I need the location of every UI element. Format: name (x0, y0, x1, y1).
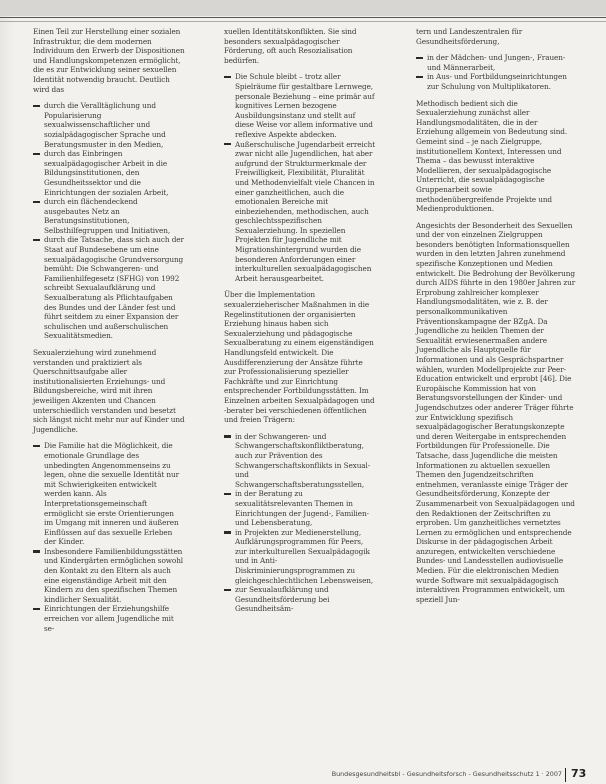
list-item (33, 235, 185, 341)
bullet-marker (416, 76, 423, 78)
list-item-text: Die Familie hat die Möglichkeit, die emotionale Grundlage des unbedingten Angenommenseins zu legen, ohne die sexuelle Identität nur mit Schwierigkeiten entwickelt werden kann. Als Interpretationsgemeinschaft ermöglicht sie erste Orientierungen im Umgang mit inneren und äußeren Einflüssen auf das sexuelle Erleben der Kinder. (44, 441, 180, 547)
text-column-2 (224, 27, 376, 621)
list-item (33, 197, 185, 235)
list-item-text: in der Schwangeren- und Schwangerschaftskonfliktberatung, auch zur Prävention des Schwangerschaftskonflikts in Sexual- und Schwangerschaftsberatungsstellen, (235, 431, 371, 489)
paragraph: Über die Implementation sexualerzieherischer Maßnahmen in die Regelinstitutionen der organisierten Erziehung hinaus haben sich Sexualerziehung und pädagogische Sexualberatung zu einem eigenständigen Handlungsfeld entwickelt. Die Ausdifferenzierung der Ansätze führte zur Professionalisierung spezieller Fachkräfte und zur Einrichtung entsprechender Fortbildungsstätten. Im Einzelnen arbeiten Sexualpädagogen und -berater bei verschiedenen öffentlichen und freien Trägern: (224, 290, 375, 425)
bullet-marker (33, 550, 40, 552)
page-number: 73 (571, 767, 587, 780)
page-footer (0, 768, 606, 782)
list-item (33, 101, 185, 149)
bullet-marker (224, 76, 231, 78)
list-item (33, 604, 185, 633)
paragraph: Einen Teil zur Herstellung einer sozialen Infrastruktur, die dem modernen Individuum den Erwerb der Dispositionen und Handlungskompetenzen ermöglicht, die es zur Entwicklung seiner sexuellen Identität notwendig braucht. Deutlich wird das (33, 27, 185, 94)
list-item-text: durch das Einbringen sexualpädagogischer Arbeit in die Bildungsinstitutionen, den Gesundheitssektor und die Einrichtungen der sozialen Arbeit, (44, 149, 169, 197)
list-item (33, 547, 185, 605)
list-item (33, 149, 185, 197)
header-rule-secondary (0, 21, 606, 22)
bullet-marker (33, 153, 40, 155)
bullet-list (224, 72, 376, 283)
list-item-text: Die Schule bleibt – trotz aller Spielräume für gestaltbare Lernwege, personale Beziehung – eine primär auf kognitives Lernen bezogene Ausbildungsinstanz und stellt auf diese Weise vor allem informative und reflexive Aspekte abdecken. (235, 72, 375, 139)
bullet-marker (33, 608, 40, 610)
list-item-text: zur Sexualaufklärung und Gesundheitsförderung bei Gesundheitsäm- (235, 585, 330, 614)
list-item-text: durch die Tatsache, dass sich auch der Staat auf Bundesebene um eine sexualpädagogische Grundversorgung bemüht: Die Schwangeren- und Familienhilfegesetz (SFHG) von 1992 schreibt Sexualaufklärung und Sexualberatung als Pflichtaufgaben des Bundes und der Länder fest und führt seitdem zu einer Expansion der schulischen und außerschulischen Sexualitätsmedien. (44, 235, 184, 341)
list-item-text: in Projekten zur Medienerstellung, Aufklärungsprogrammen für Peers, zur interkulturellen Sexualpädagogik und in Anti-Diskriminierungsprogrammen zu gleichgeschlechtlichen Lebensweisen, (235, 527, 374, 585)
bullet-list (224, 432, 376, 614)
list-item (416, 53, 576, 72)
list-item-text: Einrichtungen der Erziehungshilfe erreichen vor allem Jugendliche mit se- (44, 604, 174, 633)
paragraph: Angesichts der Besonderheit des Sexuellen und der von einzelnen Zielgruppen besonders benötigten Informationsquellen wurden in den letzten Jahren zunehmend spezifische Konzeptionen und Medien entwickelt. Die Bedrohung der Bevölkerung durch AIDS führte in den 1980er Jahren zur Erprobung zahlreicher komplexer Handlungsmodalitäten, wie z. B. der personalkommunikativen Präventionskampagne der BZgA. Da Jugendliche zu heiklen Themen der Sexualität erwiesenermaßen andere Jugendliche als Hauptquelle für Informationen und als Gesprächspartner wählen, wurden Modellprojekte zur Peer-Education entwickelt und erprobt [46]. Die Europäische Kommission hat von Beratungsvorstellungen der Kinder- und Jugendschutzes oder anderer Träger führte zur Entwicklung spezifisch sexualpädagogischer Beratungskonzepte und deren Weitergabe in entsprechenden Fortbildungen für Professionelle. Die Tatsache, dass Jugendliche die meisten Informationen zu aktuellen sexuellen Themen den Jugendzeitschriften entnehmen, veranlasste einige Träger der Gesundheitsförderung, Konzepte der Zusammenarbeit von Sexualpädagogen und den Redaktionen der Zeitschriften zu erproben. Um ganzheitliches vernetztes Lernen zu ermöglichen und entsprechende Diskurse in der pädagogischen Arbeit anzuregen, entwickelten verschiedene Bundes- und Landesstellen audiovisuelle Medien. Für die elektronischen Medien wurde Software mit sexualpädagogisch interaktiven Programmen entwickelt, um speziell Jun- (416, 220, 576, 604)
list-item (224, 432, 376, 490)
list-item (224, 489, 376, 527)
header-rule (0, 17, 606, 18)
list-item (224, 140, 376, 284)
list-item-text: in Aus- und Fortbildungseinrichtungen zur Schulung von Multiplikatoren. (427, 72, 567, 91)
bullet-marker (224, 531, 231, 533)
paragraph: xuellen Identitätskonflikten. Sie sind besonders sexualpädagogischer Förderung, oft auch Resozialisation bedürfen. (224, 27, 357, 65)
list-item-text: in der Mädchen- und Jungen-, Frauen- und Männerarbeit, (427, 53, 566, 72)
bullet-marker (224, 589, 231, 591)
bullet-marker (33, 201, 40, 203)
bullet-marker (224, 143, 231, 145)
footer-divider (565, 768, 566, 782)
list-item (33, 441, 185, 547)
list-item-text: durch die Veralltäglichung und Popularisierung sexualwissenschaftlicher und sozialpädagogischer Sprache und Beratungsmuster in den Medien, (44, 101, 166, 149)
paragraph: tern und Landeszentralen für Gesundheitsförderung, (416, 27, 523, 46)
paragraph: Methodisch bedient sich die Sexualerziehung zunächst aller Handlungsmodalitäten, die in der Erziehung allgemein von Bedeutung sind. Gemeint sind – je nach Zielgruppe, institutionellem Kontext, Interessen und Thema – das bewusst interaktive Modellieren, der sexualpädagogische Unterricht, die sexualpädagogische Gruppenarbeit sowie methodenübergreifende Projekte und Medienproduktionen. (416, 98, 568, 214)
journal-citation: Bundesgesundheitsbl - Gesundheitsforsch - Gesundheitsschutz 1 · 2007 (331, 770, 562, 778)
bullet-list (416, 53, 576, 91)
bullet-marker (33, 445, 40, 447)
bullet-list (33, 101, 185, 341)
text-column-3 (416, 27, 576, 611)
list-item-text: in der Beratung zu sexualitätsrelevanten Themen in Einrichtungen der Jugend-, Familien- und Lebensberatung, (235, 489, 369, 528)
list-item (224, 585, 376, 614)
bullet-marker (33, 239, 40, 241)
bullet-marker (416, 57, 423, 59)
list-item-text: durch ein flächendeckend ausgebautes Netz an Beratungsinstitutionen, Selbsthilfegruppen und Initiativen, (44, 197, 171, 235)
list-item (416, 72, 576, 91)
list-item (224, 72, 376, 139)
list-item-text: Außerschulische Jugendarbeit erreicht zwar nicht alle Jugendlichen, hat aber aufgrund der Strukturmerkmale der Freiwilligkeit, Flexibilität, Pluralität und Methodenvielfalt viele Chancen in einer ganzheitlichen, auch die emotionalen Bereiche mit einbeziehenden, methodischen, auch geschlechtsspezifischen Sexualerziehung. In speziellen Projekten für Jugendliche mit Migrationshintergrund wurden die besonderen Anforderungen einer interkulturellen sexualpädagogischen Arbeit herausgearbeitet. (235, 139, 376, 283)
list-item-text: Insbesondere Familienbildungsstätten und Kindergärten ermöglichen sowohl den Kontakt zu den Eltern als auch eine eigenständige Arbeit mit den Kindern zu den spezifischen Themen kindlicher Sexualität. (44, 546, 184, 604)
bullet-marker (224, 493, 231, 495)
bullet-list (33, 441, 185, 633)
bullet-marker (33, 105, 40, 107)
bullet-marker (224, 435, 231, 437)
paragraph: Sexualerziehung wird zunehmend verstanden und praktiziert als Querschnittsaufgabe aller institutionalisierten Erziehungs- und Bildungsbereiche, wird mit ihren jeweiligen Akzenten und Chancen unterschiedlich verstanden und besetzt sich längst nicht mehr nur auf Kinder und Jugendliche. (33, 348, 185, 434)
text-column-1 (33, 27, 185, 640)
list-item (224, 528, 376, 586)
top-shadow (0, 0, 606, 16)
